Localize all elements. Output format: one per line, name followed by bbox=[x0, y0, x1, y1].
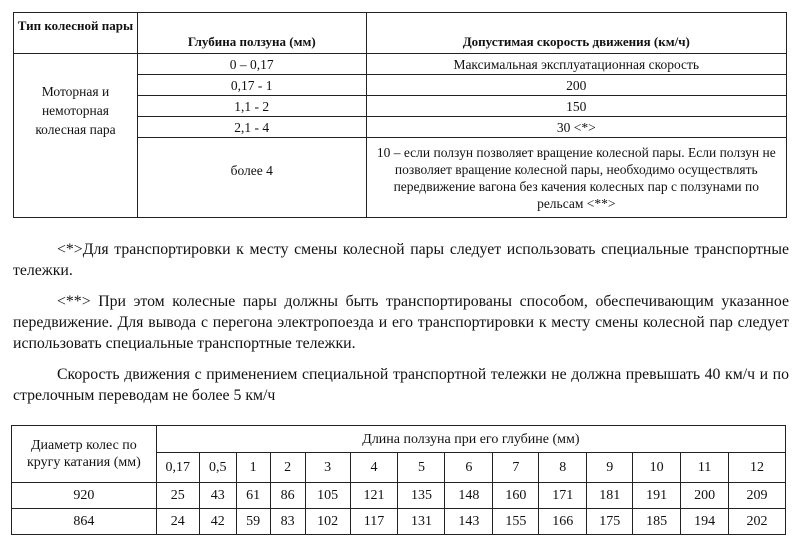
table2-value-cell: 117 bbox=[350, 509, 398, 535]
table2-value-cell: 135 bbox=[398, 483, 445, 509]
table2-value-cell: 25 bbox=[156, 483, 199, 509]
table2-depth-cell: 9 bbox=[587, 453, 633, 483]
table1-depth-cell: 1,1 - 2 bbox=[137, 96, 366, 117]
table2-value-cell: 83 bbox=[270, 509, 305, 535]
table2-diameter-cell: 864 bbox=[12, 509, 157, 535]
table2-value-cell: 43 bbox=[199, 483, 236, 509]
table1-depth-cell: 0,17 - 1 bbox=[137, 75, 366, 96]
table2-value-cell: 61 bbox=[236, 483, 270, 509]
table2-value-cell: 160 bbox=[493, 483, 539, 509]
table2-value-cell: 105 bbox=[305, 483, 350, 509]
trolley-speed-note-text: Скорость движения с применением специальной транспортной тележки не должна превышать 40 км/ч и по стрелочным переводам не более 5 км/ч bbox=[13, 366, 789, 404]
table2-depth-cell: 5 bbox=[398, 453, 445, 483]
table2-value-cell: 143 bbox=[445, 509, 493, 535]
trolley-speed-note bbox=[13, 364, 789, 406]
footnote-double-asterisk bbox=[13, 291, 789, 354]
table2-depth-cell: 6 bbox=[445, 453, 493, 483]
table2-row bbox=[12, 509, 786, 535]
table2-value-cell: 181 bbox=[587, 483, 633, 509]
table2-value-cell: 121 bbox=[350, 483, 398, 509]
table2-row bbox=[12, 483, 786, 509]
table2-header-diameter: Диаметр колес по кругу катания (мм) bbox=[12, 426, 157, 483]
table1-speed-cell: 30 <*> bbox=[366, 117, 786, 138]
table2-value-cell: 24 bbox=[156, 509, 199, 535]
table2-depth-cell: 10 bbox=[633, 453, 681, 483]
table2-value-cell: 131 bbox=[398, 509, 445, 535]
table2-header-row bbox=[12, 426, 786, 453]
table2-value-cell: 200 bbox=[681, 483, 729, 509]
table1-depth-cell: более 4 bbox=[137, 138, 366, 218]
speed-limit-table bbox=[13, 12, 787, 218]
table2-depth-cell: 8 bbox=[539, 453, 587, 483]
table2-depth-cell: 0,5 bbox=[199, 453, 236, 483]
table2-value-cell: 59 bbox=[236, 509, 270, 535]
table2-value-cell: 191 bbox=[633, 483, 681, 509]
table1-speed-cell: 10 – если ползун позволяет вращение колесной пары. Если ползун не позволяет вращение колесной пары, необходимо осуществлять передвижение вагона без качения колесных пар с ползунами по рельсам <**> bbox=[366, 138, 786, 218]
footnote-single-asterisk bbox=[13, 239, 789, 281]
table2-depth-cell: 11 bbox=[681, 453, 729, 483]
table1-header-row bbox=[14, 13, 787, 54]
table1-speed-cell: Максимальная эксплуатационная скорость bbox=[366, 54, 786, 75]
table1-speed-cell: 200 bbox=[366, 75, 786, 96]
table1-depth-cell: 0 – 0,17 bbox=[137, 54, 366, 75]
table1-header-wheel-type: Тип колесной пары bbox=[14, 13, 138, 54]
table1-header-depth: Глубина ползуна (мм) bbox=[137, 13, 366, 54]
table2-value-cell: 148 bbox=[445, 483, 493, 509]
table1-header-speed: Допустимая скорость движения (км/ч) bbox=[366, 13, 786, 54]
table1-speed-cell: 150 bbox=[366, 96, 786, 117]
table2-value-cell: 175 bbox=[587, 509, 633, 535]
table2-value-cell: 166 bbox=[539, 509, 587, 535]
table2-value-cell: 209 bbox=[729, 483, 786, 509]
table2-value-cell: 102 bbox=[305, 509, 350, 535]
table2-depth-cell: 3 bbox=[305, 453, 350, 483]
table2-value-cell: 202 bbox=[729, 509, 786, 535]
footnote-double-asterisk-text: <**> При этом колесные пары должны быть транспортированы способом, обеспечивающим указанное передвижение. Для вывода с перегона электропоезда и его транспортировки к месту смены колесной пар следует использовать специальные транспортные тележки. bbox=[13, 293, 789, 352]
table2-value-cell: 185 bbox=[633, 509, 681, 535]
table1-row bbox=[14, 54, 787, 75]
table2-depth-cell: 12 bbox=[729, 453, 786, 483]
table2-value-cell: 86 bbox=[270, 483, 305, 509]
table2-header-group: Длина ползуна при его глубине (мм) bbox=[156, 426, 785, 453]
table2-value-cell: 194 bbox=[681, 509, 729, 535]
table2-depth-cell: 0,17 bbox=[156, 453, 199, 483]
table2-depth-cell: 2 bbox=[270, 453, 305, 483]
footnote-single-asterisk-text: <*>Для транспортировки к месту смены колесной пары следует использовать специальные транспортные тележки. bbox=[13, 241, 789, 279]
table2-value-cell: 155 bbox=[493, 509, 539, 535]
table2-depth-cell: 4 bbox=[350, 453, 398, 483]
table1-wheel-type-cell: Моторная и немоторная колесная пара bbox=[14, 54, 138, 218]
table2-depth-cell: 1 bbox=[236, 453, 270, 483]
table1-depth-cell: 2,1 - 4 bbox=[137, 117, 366, 138]
table2-depth-cell: 7 bbox=[493, 453, 539, 483]
table2-diameter-cell: 920 bbox=[12, 483, 157, 509]
table2-value-cell: 171 bbox=[539, 483, 587, 509]
flat-length-table bbox=[11, 425, 786, 535]
table2-value-cell: 42 bbox=[199, 509, 236, 535]
